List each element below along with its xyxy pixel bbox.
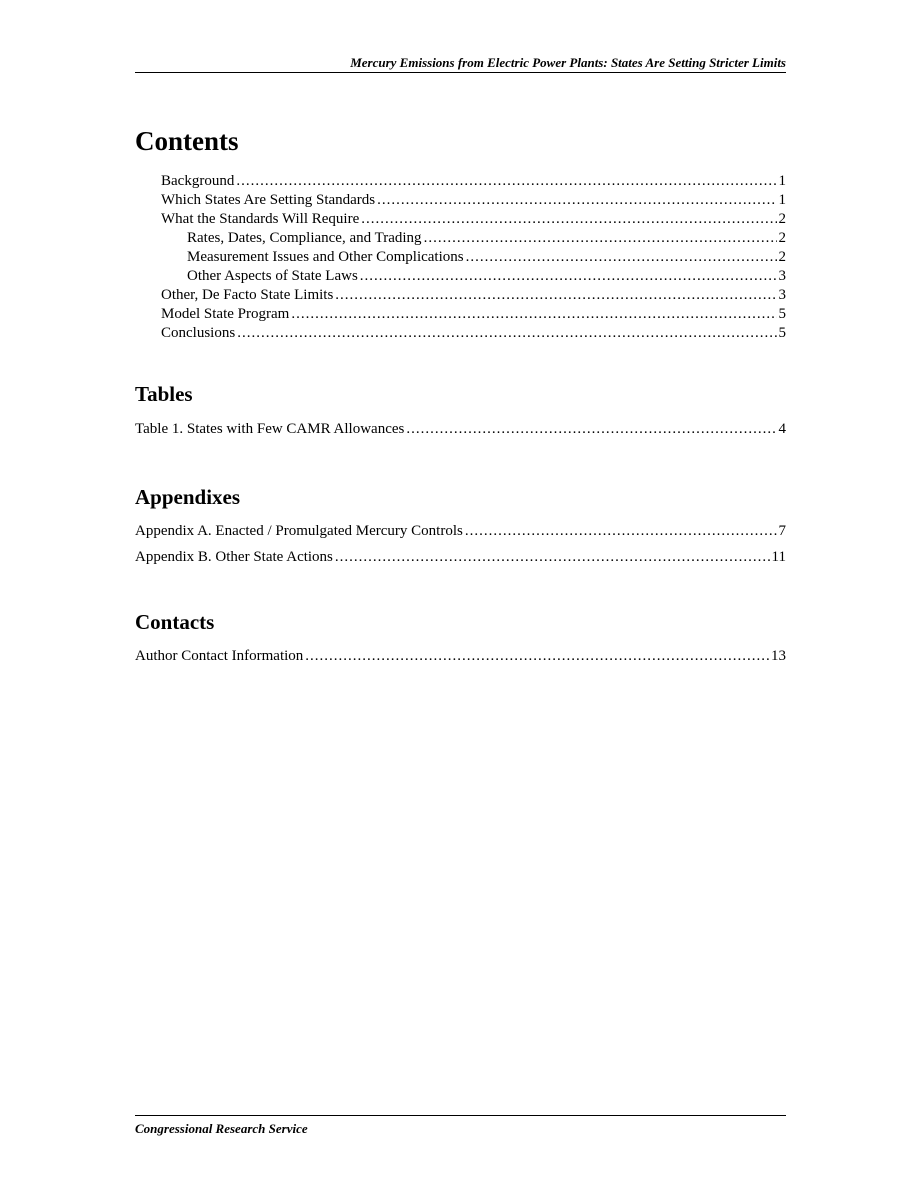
running-footer: Congressional Research Service <box>135 1115 786 1137</box>
toc-entry-text: Appendix B. Other State Actions <box>135 549 333 565</box>
toc-entry-text: What the Standards Will Require <box>161 211 360 227</box>
toc-entry-text: Which States Are Setting Standards <box>161 192 376 208</box>
toc-page-number: 7 <box>778 523 786 539</box>
toc-entry-rates-dates[interactable] <box>135 229 786 248</box>
dot-leader <box>335 548 770 567</box>
toc-entry-text: Conclusions <box>161 325 236 341</box>
appendixes-list <box>135 522 786 567</box>
toc-page-number: 2 <box>778 211 786 227</box>
toc-page-number: 11 <box>771 549 786 565</box>
toc-entry-text: Rates, Dates, Compliance, and Trading <box>187 230 422 246</box>
document-body <box>135 124 786 666</box>
toc-entry-text: Author Contact Information <box>135 648 304 664</box>
toc-entry-which-states[interactable] <box>135 191 786 210</box>
contents-list <box>135 172 786 343</box>
dot-leader <box>305 647 769 666</box>
dot-leader <box>360 267 777 286</box>
toc-page-number: 3 <box>778 287 786 303</box>
dot-leader <box>291 305 776 324</box>
dot-leader <box>377 191 776 210</box>
toc-page-number: 5 <box>778 325 786 341</box>
toc-entry-text: Other Aspects of State Laws <box>187 268 358 284</box>
toc-entry-author-contact[interactable] <box>135 647 786 666</box>
tables-heading: Tables <box>135 382 193 406</box>
toc-entry-model-state-program[interactable] <box>135 305 786 324</box>
toc-page-number: 2 <box>778 249 786 265</box>
toc-page-number: 13 <box>771 648 786 664</box>
dot-leader <box>236 172 776 191</box>
toc-entry-table-1[interactable] <box>135 420 786 439</box>
toc-entry-text: Model State Program <box>161 306 290 322</box>
toc-entry-other-aspects[interactable] <box>135 267 786 286</box>
toc-entry-appendix-b[interactable] <box>135 548 786 567</box>
dot-leader <box>335 286 776 305</box>
running-header: Mercury Emissions from Electric Power Plants: States Are Setting Stricter Limits <box>135 55 786 73</box>
toc-entry-text: Table 1. States with Few CAMR Allowances <box>135 421 405 437</box>
toc-entry-conclusions[interactable] <box>135 324 786 343</box>
toc-page-number: 3 <box>778 268 786 284</box>
dot-leader <box>406 420 776 439</box>
dot-leader <box>466 248 777 267</box>
toc-page-number: 4 <box>778 421 786 437</box>
toc-entry-text: Measurement Issues and Other Complications <box>187 249 464 265</box>
toc-entry-text: Background <box>161 173 235 189</box>
toc-page-number: 5 <box>778 306 786 322</box>
toc-page-number: 1 <box>778 173 786 189</box>
toc-page-number: 2 <box>778 230 786 246</box>
contacts-heading: Contacts <box>135 610 215 634</box>
dot-leader <box>465 522 777 541</box>
dot-leader <box>361 210 776 229</box>
dot-leader <box>237 324 776 343</box>
dot-leader <box>424 229 777 248</box>
appendixes-heading: Appendixes <box>135 485 241 509</box>
toc-entry-background[interactable] <box>135 172 786 191</box>
contents-heading: Contents <box>135 126 239 156</box>
toc-entry-what-standards-require[interactable] <box>135 210 786 229</box>
toc-entry-text: Other, De Facto State Limits <box>161 287 334 303</box>
toc-entry-text: Appendix A. Enacted / Promulgated Mercury Controls <box>135 523 463 539</box>
toc-entry-measurement-issues[interactable] <box>135 248 786 267</box>
toc-entry-appendix-a[interactable] <box>135 522 786 541</box>
contacts-list <box>135 647 786 666</box>
toc-page-number: 1 <box>778 192 786 208</box>
tables-list <box>135 420 786 439</box>
toc-entry-de-facto-limits[interactable] <box>135 286 786 305</box>
